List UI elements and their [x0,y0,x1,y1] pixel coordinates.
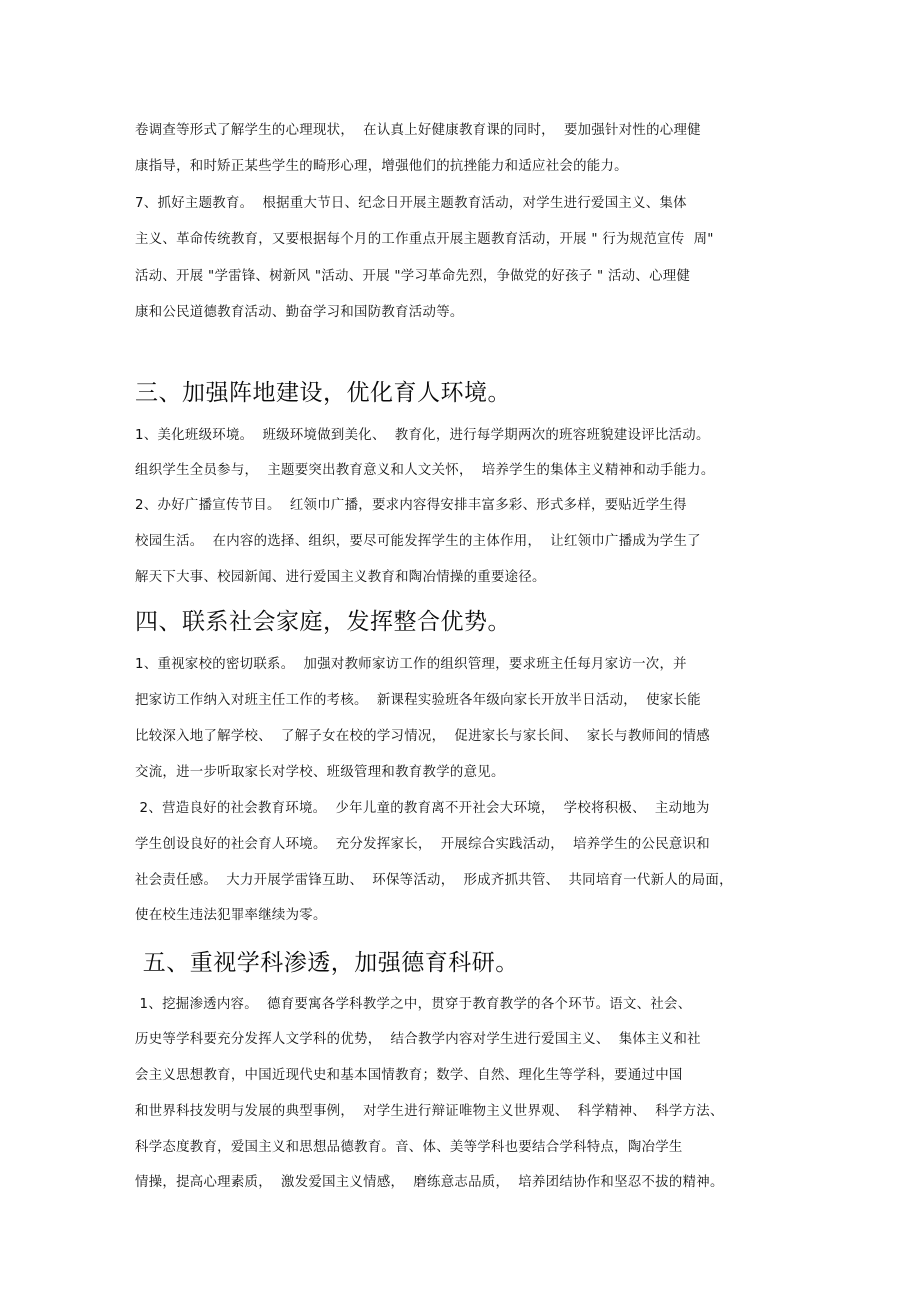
text-line: 2、营造良好的社会教育环境。 少年儿童的教育离不开社会大环境， 学校将积极、 主动地为 [135,801,710,816]
text-line: 交流，进一步听取家长对学校、班级管理和教育教学的意见。 [135,765,505,780]
text-line: 卷调查等形式了解学生的心理现状， 在认真上好健康教育课的同时， 要加强针对性的心理健 [135,123,701,138]
text-line: 2、办好广播宣传节目。 红领巾广播，要求内容得安排丰富多彩、形式多样，要贴近学生得 [135,498,687,513]
text-line: 学生创设良好的社会育人环境。 充分发挥家长， 开展综合实践活动， 培养学生的公民意识和 [135,837,710,852]
text-line: 活动、开展 "学雷锋、树新风 "活动、开展 "学习革命先烈，争做党的好孩子 " 活动、心理健 [135,269,691,284]
text-line: 情操，提高心理素质， 激发爱国主义情感， 磨练意志品质， 培养团结协作和坚忍不拔的精神。 [135,1175,724,1190]
text-line: 7、抓好主题教育。 根据重大节日、纪念日开展主题教育活动，对学生进行爱国主义、集体 [135,196,687,211]
text-line: 会主义思想教育，中国近现代史和基本国情教育；数学、自然、理化生等学科，要通过中国 [135,1068,683,1083]
text-line: 校园生活。 在内容的选择、组织，要尽可能发挥学生的主体作用， 让红领巾广播成为学生了 [135,534,701,549]
text-line: 解天下大事、校园新闻、进行爱国主义教育和陶冶情操的重要途径。 [135,570,546,585]
section-heading: 三、加强阵地建设，优化育人环境。 [135,380,511,406]
text-line: 1、挖掘渗透内容。 德育要寓各学科教学之中，贯穿于教育教学的各个环节。语文、社会、 [135,997,692,1012]
text-line: 科学态度教育，爱国主义和思想品德教育。音、体、美等学科也要结合学科特点，陶冶学生 [135,1140,683,1155]
text-line: 康指导，和时矫正某些学生的畸形心理，增强他们的抗挫能力和适应社会的能力。 [135,159,628,174]
text-line: 比较深入地了解学校、 了解子女在校的学习情况， 促进家长与家长间、 家长与教师间的情感 [135,729,710,744]
text-line: 使在校生违法犯罪率继续为零。 [135,908,327,923]
text-line: 组织学生全员参与， 主题要突出教育意义和人文关怀， 培养学生的集体主义精神和动手能力。 [135,463,715,478]
text-line: 和世界科技发明与发展的典型事例， 对学生进行辩证唯物主义世界观、 科学精神、 科学方法、 [135,1104,724,1119]
text-line: 社会责任感。 大力开展学雷锋互助、 环保等活动， 形成齐抓共管、 共同培育一代新人的局面， [135,873,733,888]
text-line: 康和公民道德教育活动、勤奋学习和国防教育活动等。 [135,305,464,320]
text-line: 把家访工作纳入对班主任工作的考核。 新课程实验班各年级向家长开放半日活动， 使家长能 [135,693,701,708]
text-line: 历史等学科要充分发挥人文学科的优势， 结合教学内容对学生进行爱国主义、 集体主义和社 [135,1032,701,1047]
text-line: 1、重视家校的密切联系。 加强对教师家访工作的组织管理，要求班主任每月家访一次，并 [135,657,687,672]
section-heading: 四、联系社会家庭，发挥整合优势。 [135,609,511,635]
section-heading: 五、重视学科渗透，加强德育科研。 [135,950,519,976]
text-line: 主义、革命传统教育，又要根据每个月的工作重点开展主题教育活动，开展 " 行为规范宣传 周" [135,232,714,247]
text-line: 1、美化班级环境。 班级环境做到美化、 教育化，进行每学期两次的班容班貌建设评比活动。 [135,428,710,443]
